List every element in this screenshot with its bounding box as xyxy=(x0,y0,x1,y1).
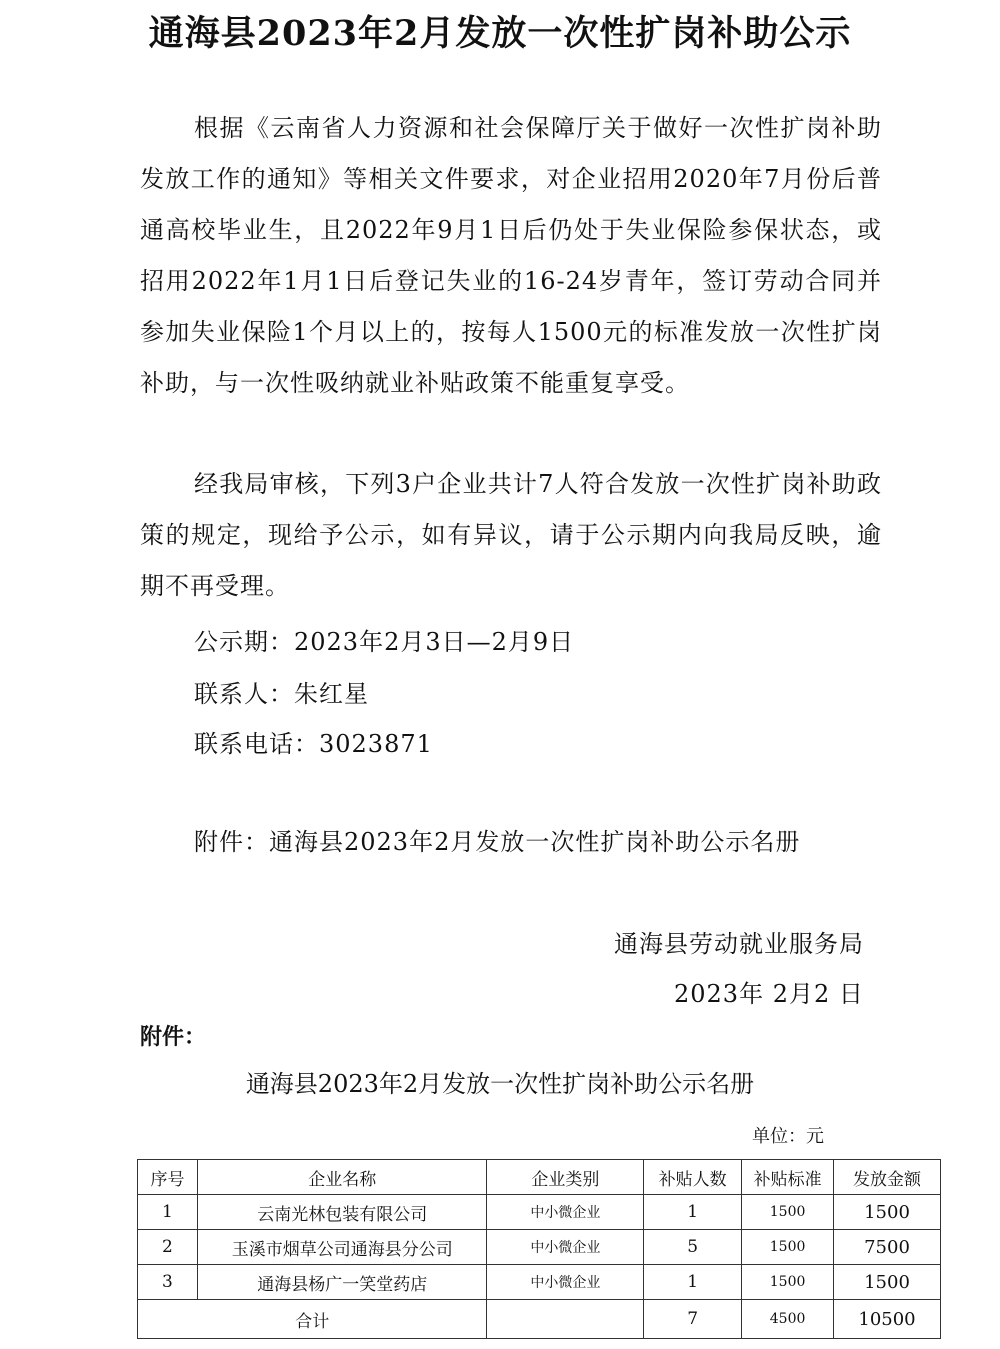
cell-type: 中小微企业 xyxy=(487,1195,644,1230)
cell-count: 5 xyxy=(644,1230,742,1265)
cell-standard: 1500 xyxy=(742,1195,834,1230)
document-title: 通海县2023年2月发放一次性扩岗补助公示 xyxy=(148,13,852,54)
attachment-label: 附件： xyxy=(140,1024,207,1050)
total-standard: 4500 xyxy=(742,1300,834,1339)
roster-title: 通海县2023年2月发放一次性扩岗补助公示名册 xyxy=(245,1070,755,1098)
total-count: 7 xyxy=(644,1300,742,1339)
header-no: 序号 xyxy=(138,1160,198,1195)
table-total-row xyxy=(138,1300,941,1339)
table-row xyxy=(138,1265,941,1300)
issuer: 通海县劳动就业服务局 xyxy=(614,930,864,958)
cell-amount: 1500 xyxy=(834,1265,941,1300)
cell-count: 1 xyxy=(644,1195,742,1230)
header-standard: 补贴标准 xyxy=(742,1160,834,1195)
cell-count: 1 xyxy=(644,1265,742,1300)
roster-table xyxy=(137,1159,941,1339)
total-amount: 10500 xyxy=(834,1300,941,1339)
cell-type: 中小微企业 xyxy=(487,1265,644,1300)
contact-person: 联系人：朱红星 xyxy=(194,680,369,708)
header-type: 企业类别 xyxy=(487,1160,644,1195)
unit-label: 单位：元 xyxy=(752,1126,824,1147)
header-name: 企业名称 xyxy=(197,1160,487,1195)
cell-name: 通海县杨广一笑堂药店 xyxy=(197,1265,487,1300)
cell-no: 2 xyxy=(138,1230,198,1265)
cell-no: 1 xyxy=(138,1195,198,1230)
cell-type: 中小微企业 xyxy=(487,1230,644,1265)
paragraph-policy: 根据《云南省人力资源和社会保障厅关于做好一次性扩岗补助发放工作的通知》等相关文件要求，对企业招用2020年7月份后普通高校毕业生，且2022年9月1日后仍处于失业保险参保状态，或招用2022年1月1日后登记失业的16-24岁青年，签订劳动合同并参加失业保险1个月以上的，按每人1500元的标准发放一次性扩岗补助，与一次性吸纳就业补贴政策不能重复享受。 xyxy=(140,114,882,397)
contact-phone: 联系电话：3023871 xyxy=(194,730,433,758)
table-row xyxy=(138,1195,941,1230)
paragraph-review: 经我局审核，下列3户企业共计7人符合发放一次性扩岗补助政策的规定，现给予公示，如有异议，请于公示期内向我局反映，逾期不再受理。 xyxy=(140,470,882,600)
table-row xyxy=(138,1230,941,1265)
cell-standard: 1500 xyxy=(742,1230,834,1265)
cell-no: 3 xyxy=(138,1265,198,1300)
attachment-note: 附件：通海县2023年2月发放一次性扩岗补助公示名册 xyxy=(194,828,801,856)
issue-date: 2023年 2月2 日 xyxy=(674,980,864,1008)
table-header-row xyxy=(138,1160,941,1195)
cell-amount: 1500 xyxy=(834,1195,941,1230)
cell-amount: 7500 xyxy=(834,1230,941,1265)
cell-name: 云南光林包装有限公司 xyxy=(197,1195,487,1230)
cell-standard: 1500 xyxy=(742,1265,834,1300)
header-amount: 发放金额 xyxy=(834,1160,941,1195)
header-count: 补贴人数 xyxy=(644,1160,742,1195)
publicity-period: 公示期：2023年2月3日—2月9日 xyxy=(194,628,575,656)
total-label: 合计 xyxy=(138,1300,487,1339)
total-type-empty xyxy=(487,1300,644,1339)
cell-name: 玉溪市烟草公司通海县分公司 xyxy=(197,1230,487,1265)
